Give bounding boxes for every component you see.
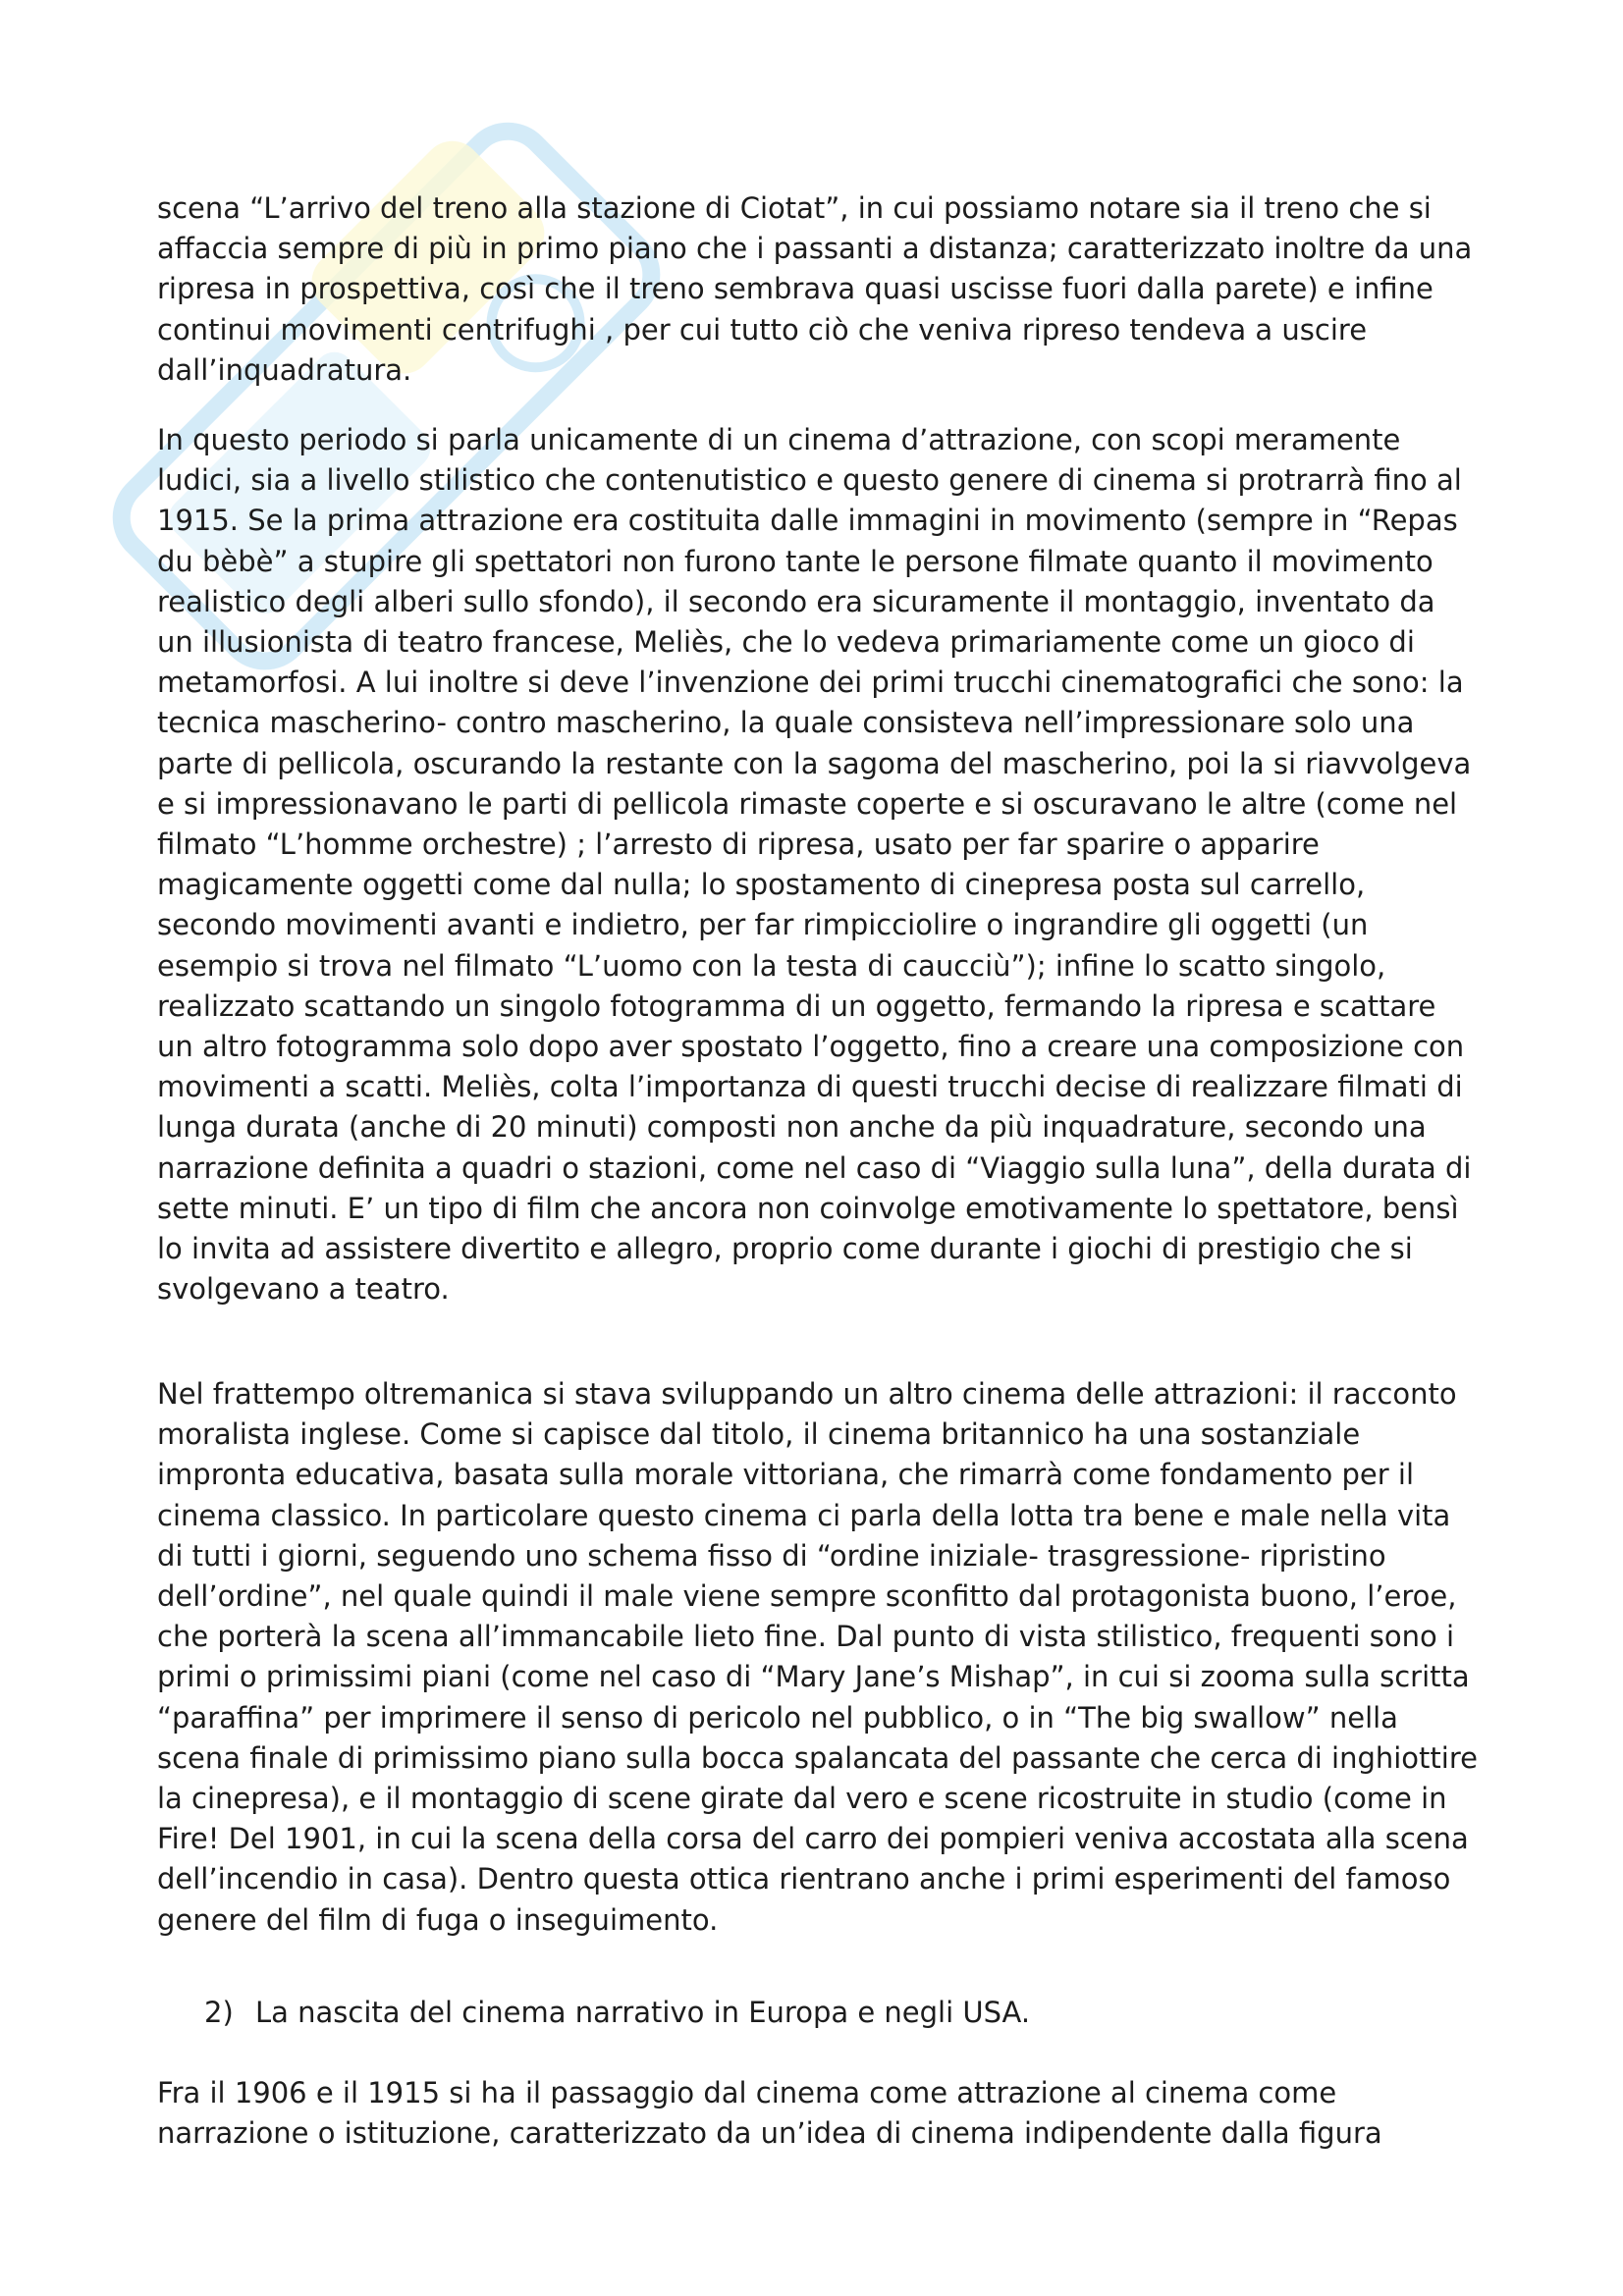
paragraph-3: Nel frattempo oltremanica si stava sviluppando un altro cinema delle attrazioni: il racconto moralista inglese. Come si capisce dal titolo, il cinema britannico ha una sostanziale impronta educativa, basata sulla morale vittoriana, che rimarrà come fondamento per il cinema classico. In particolare questo cinema ci parla della lotta tra bene e male nella vita di tutti i giorni, seguendo uno schema fisso di “ordine iniziale- trasgressione- ripristino dell’ordine”, nel quale quindi il male viene sempre sconfitto dal protagonista buono, l’eroe, che porterà la scena all’immancabile lieto fine. Dal punto di vista stilistico, frequenti sono i primi o primissimi piani (come nel caso di “Mary Jane’s Mishap”, in cui si zooma sulla scritta “paraffina” per imprimere il senso di pericolo nel pubblico, o in “The big swallow” nella scena finale di primissimo piano sulla bocca spalancata del passante che cerca di inghiottire la cinepresa), e il montaggio di scene girate dal vero e scene ricostruite in studio (come in Fire! Del 1901, in cui la scena della corsa del carro dei pompieri veniva accostata alla scena dell’incendio in casa). Dentro questa ottica rientrano anche i primi esperimenti del famoso genere del film di fuga o inseguimento.	[157, 1377, 1478, 1937]
paragraph-2: In questo periodo si parla unicamente di un cinema d’attrazione, con scopi meramente ludici, sia a livello stilistico che contenutistico e questo genere di cinema si protrarrà fino al 1915. Se la prima attrazione era costituita dalle immagini in movimento (sempre in “Repas du bèbè” a stupire gli spettatori non furono tante le persone filmate quanto il movimento realistico degli alberi sullo sfondo), il secondo era sicuramente il montaggio, inventato da un illusionista di teatro francese, Meliès, che lo vedeva primariamente come un gioco di metamorfosi. A lui inoltre si deve l’invenzione dei primi trucchi cinematografici che sono: la tecnica mascherino- contro mascherino, la quale consisteva nell’impressionare solo una parte di pellicola, oscurando la restante con la sagoma del mascherino, poi la si riavvolgeva e si impressionavano le parti di pellicola rimaste coperte e si oscuravano le altre (come nel filmato “L’homme orchestre) ; l’arresto di ripresa, usato per far sparire o apparire magicamente oggetti come dal nulla; lo spostamento di cinepresa posta sul carrello, secondo movimenti avanti e indietro, per far rimpicciolire o ingrandire gli oggetti (un esempio si trova nel filmato “L’uomo con la testa di caucciù”); infine lo scatto singolo, realizzato scattando un singolo fotogramma di un oggetto, fermando la ripresa e scattare un altro fotogramma solo dopo aver spostato l’oggetto, fino a creare una composizione con movimenti a scatti. Meliès, colta l’importanza di questi trucchi decise di realizzare filmati di lunga durata (anche di 20 minuti) composti non anche da più inquadrature, secondo una narrazione definita a quadri o stazioni, come nel caso di “Viaggio sulla luna”, della durata di sette minuti. E’ un tipo di film che ancora non coinvolge emotivamente lo spettatore, bensì lo invita ad assistere divertito e allegro, proprio come durante i giochi di prestigio che si svolgevano a teatro.	[157, 423, 1472, 1307]
section-number: 2)	[204, 1996, 234, 2029]
section-title: La nascita del cinema narrativo in Europa e negli USA.	[255, 1996, 1031, 2029]
paragraph-1: scena “L’arrivo del treno alla stazione di Ciotat”, in cui possiamo notare sia il treno che si affaccia sempre di più in primo piano che i passanti a distanza; caratterizzato inoltre da una ripresa in prospettiva, così che il treno sembrava quasi uscisse fuori dalla parete) e infine continui movimenti centrifughi , per cui tutto ciò che veniva ripreso tendeva a uscire dall’inquadratura.	[157, 191, 1473, 387]
paragraph-4: Fra il 1906 e il 1915 si ha il passaggio dal cinema come attrazione al cinema come narrazione o istituzione, caratterizzato da un’idea di cinema indipendente dalla figura	[157, 2076, 1382, 2151]
section-heading	[204, 1993, 1030, 2033]
